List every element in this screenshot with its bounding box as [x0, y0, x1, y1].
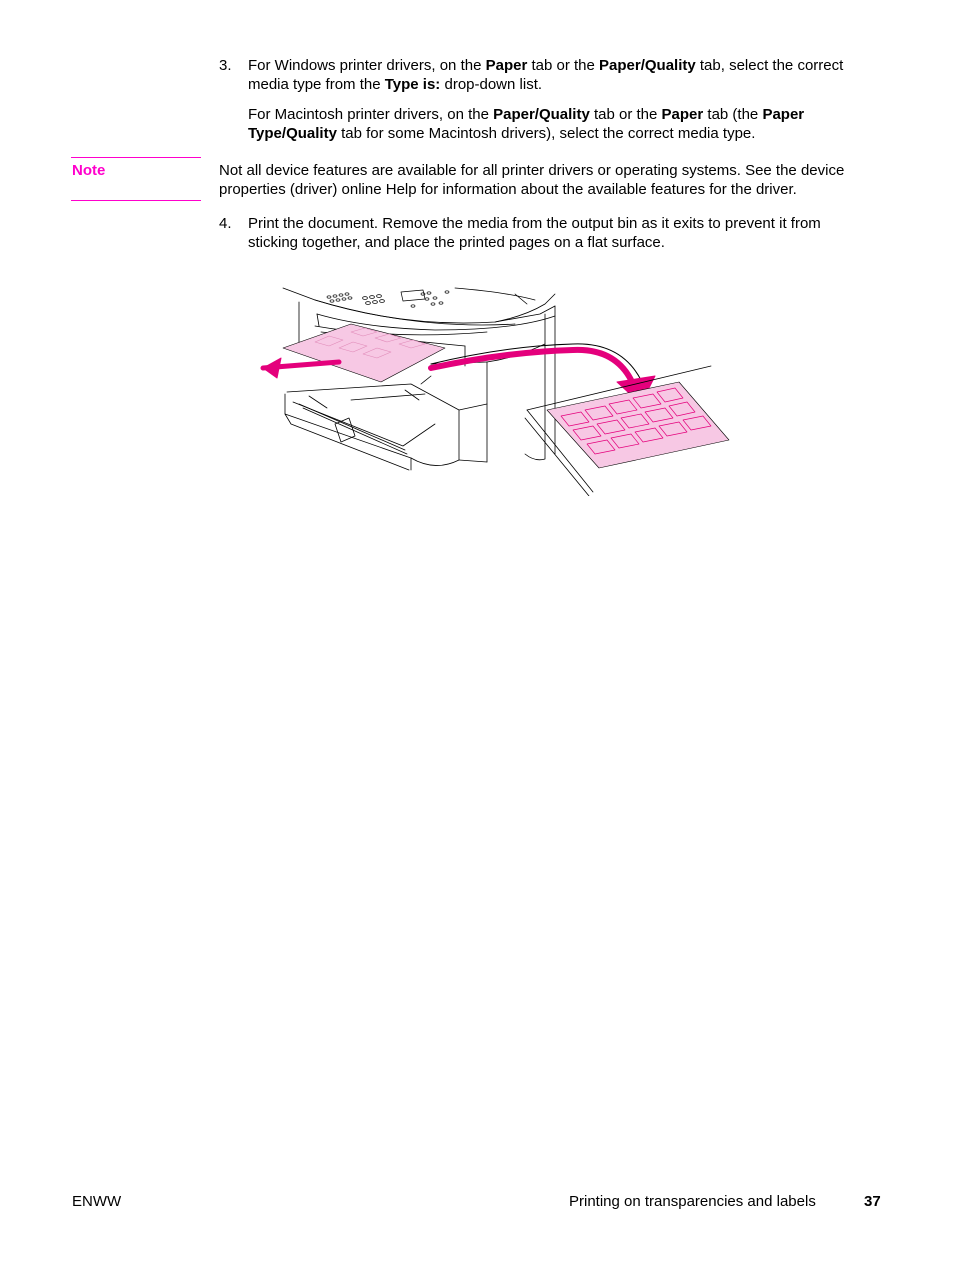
- note-rule-bottom: [71, 200, 201, 201]
- footer-section-title: Printing on transparencies and labels: [569, 1193, 816, 1210]
- step-4-number: 4.: [219, 215, 232, 232]
- printer-labels-illustration: [255, 284, 735, 496]
- page-number: 37: [864, 1193, 881, 1210]
- note-text: Not all device features are available for all printer drivers or operating systems. See the device properties (driver) online Help for information about the available features for the driver.: [219, 162, 845, 198]
- note-rule-top: [71, 157, 201, 158]
- step-4-text: Print the document. Remove the media from the output bin as it exits to prevent it from sticking together, and place the printed pages on a flat surface.: [248, 215, 821, 251]
- macintosh-paragraph: For Macintosh printer drivers, on the Paper/Quality tab or the Paper tab (the Paper Type/Quality tab for some Macintosh drivers), select the correct media type.: [248, 106, 805, 142]
- note-label: Note: [72, 162, 106, 179]
- step-3-number: 3.: [219, 57, 232, 74]
- footer-left: ENWW: [72, 1193, 122, 1210]
- step-3-text: For Windows printer drivers, on the Paper tab or the Paper/Quality tab, select the correct media type from the Type is: drop-down list.: [248, 57, 844, 93]
